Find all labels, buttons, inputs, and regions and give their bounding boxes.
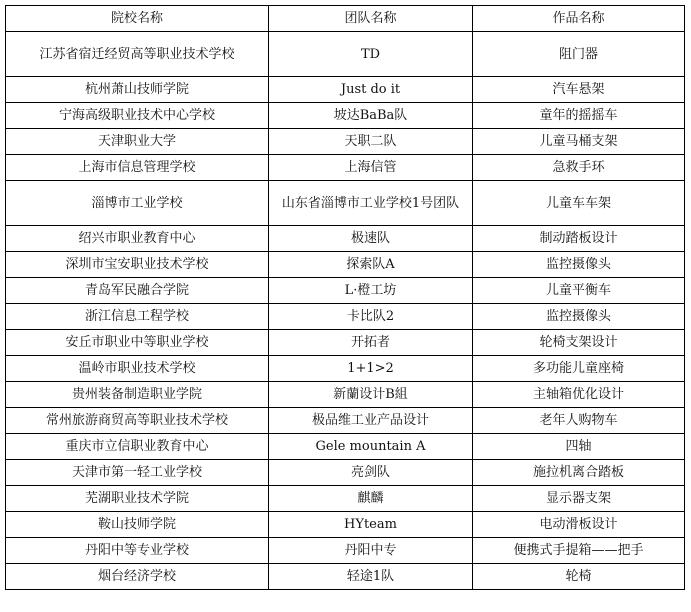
school-cell: 淄博市工业学校 [6, 181, 269, 226]
school-cell: 天津市第一轻工业学校 [6, 460, 269, 486]
work-cell: 童年的摇摇车 [473, 103, 685, 129]
table-row [6, 278, 685, 304]
work-cell: 儿童马桶支架 [473, 129, 685, 155]
team-cell: 亮剑队 [269, 460, 473, 486]
work-cell: 监控摄像头 [473, 304, 685, 330]
team-cell: Gele mountain A [269, 434, 473, 460]
table-row [6, 129, 685, 155]
team-cell: 极品维工业产品设计 [269, 408, 473, 434]
team-cell: 麒麟 [269, 486, 473, 512]
school-cell: 杭州萧山技师学院 [6, 77, 269, 103]
team-cell: 上海信管 [269, 155, 473, 181]
work-cell: 轮椅 [473, 564, 685, 590]
school-cell: 绍兴市职业教育中心 [6, 226, 269, 252]
school-cell: 贵州装备制造职业学院 [6, 382, 269, 408]
school-cell: 天津职业大学 [6, 129, 269, 155]
table-row [6, 486, 685, 512]
work-cell: 施拉机离合踏板 [473, 460, 685, 486]
work-cell: 多功能儿童座椅 [473, 356, 685, 382]
school-cell: 鞍山技师学院 [6, 512, 269, 538]
school-cell: 浙江信息工程学校 [6, 304, 269, 330]
team-cell: 坡达BaBa队 [269, 103, 473, 129]
work-cell: 制动踏板设计 [473, 226, 685, 252]
table-row [6, 155, 685, 181]
table-row [6, 304, 685, 330]
table-row [6, 356, 685, 382]
work-cell: 监控摄像头 [473, 252, 685, 278]
work-cell: 儿童车车架 [473, 181, 685, 226]
team-cell: 1+1>2 [269, 356, 473, 382]
school-cell: 常州旅游商贸高等职业技术学校 [6, 408, 269, 434]
table-row [6, 434, 685, 460]
team-cell: 开拓者 [269, 330, 473, 356]
table-row [6, 226, 685, 252]
table-row [6, 181, 685, 226]
school-cell: 江苏省宿迁经贸高等职业技术学校 [6, 32, 269, 77]
work-cell: 便携式手提箱——把手 [473, 538, 685, 564]
team-cell: 轻途1队 [269, 564, 473, 590]
school-cell: 上海市信息管理学校 [6, 155, 269, 181]
school-cell: 宁海高级职业技术中心学校 [6, 103, 269, 129]
school-cell: 烟台经济学校 [6, 564, 269, 590]
school-cell: 重庆市立信职业教育中心 [6, 434, 269, 460]
team-cell: 探索队A [269, 252, 473, 278]
team-cell: 山东省淄博市工业学校1号团队 [269, 181, 473, 226]
header-work: 作品名称 [473, 6, 685, 32]
table-row [6, 408, 685, 434]
school-cell: 青岛军民融合学院 [6, 278, 269, 304]
work-cell: 电动滑板设计 [473, 512, 685, 538]
school-cell: 温岭市职业技术学校 [6, 356, 269, 382]
table-row [6, 103, 685, 129]
school-cell: 深圳市宝安职业技术学校 [6, 252, 269, 278]
work-cell: 轮椅支架设计 [473, 330, 685, 356]
team-cell: Just do it [269, 77, 473, 103]
header-school: 院校名称 [6, 6, 269, 32]
work-cell: 急救手环 [473, 155, 685, 181]
team-cell: HYteam [269, 512, 473, 538]
header-team: 团队名称 [269, 6, 473, 32]
school-cell: 丹阳中等专业学校 [6, 538, 269, 564]
table-row [6, 564, 685, 590]
work-cell: 四轴 [473, 434, 685, 460]
award-table [5, 5, 685, 590]
table-row [6, 538, 685, 564]
header-row [6, 6, 685, 32]
team-cell: 极速队 [269, 226, 473, 252]
table-row [6, 512, 685, 538]
team-cell: TD [269, 32, 473, 77]
table-row [6, 382, 685, 408]
team-cell: L·橙工坊 [269, 278, 473, 304]
work-cell: 阻门器 [473, 32, 685, 77]
table-row [6, 32, 685, 77]
table-row [6, 252, 685, 278]
table-row [6, 330, 685, 356]
work-cell: 老年人购物车 [473, 408, 685, 434]
table-row [6, 77, 685, 103]
table-row [6, 460, 685, 486]
school-cell: 安丘市职业中等职业学校 [6, 330, 269, 356]
team-cell: 丹阳中专 [269, 538, 473, 564]
work-cell: 儿童平衡车 [473, 278, 685, 304]
school-cell: 芜湖职业技术学院 [6, 486, 269, 512]
team-cell: 卡比队2 [269, 304, 473, 330]
work-cell: 汽车悬架 [473, 77, 685, 103]
team-cell: 新蘭设计B組 [269, 382, 473, 408]
work-cell: 主轴箱优化设计 [473, 382, 685, 408]
work-cell: 显示器支架 [473, 486, 685, 512]
team-cell: 天职二队 [269, 129, 473, 155]
